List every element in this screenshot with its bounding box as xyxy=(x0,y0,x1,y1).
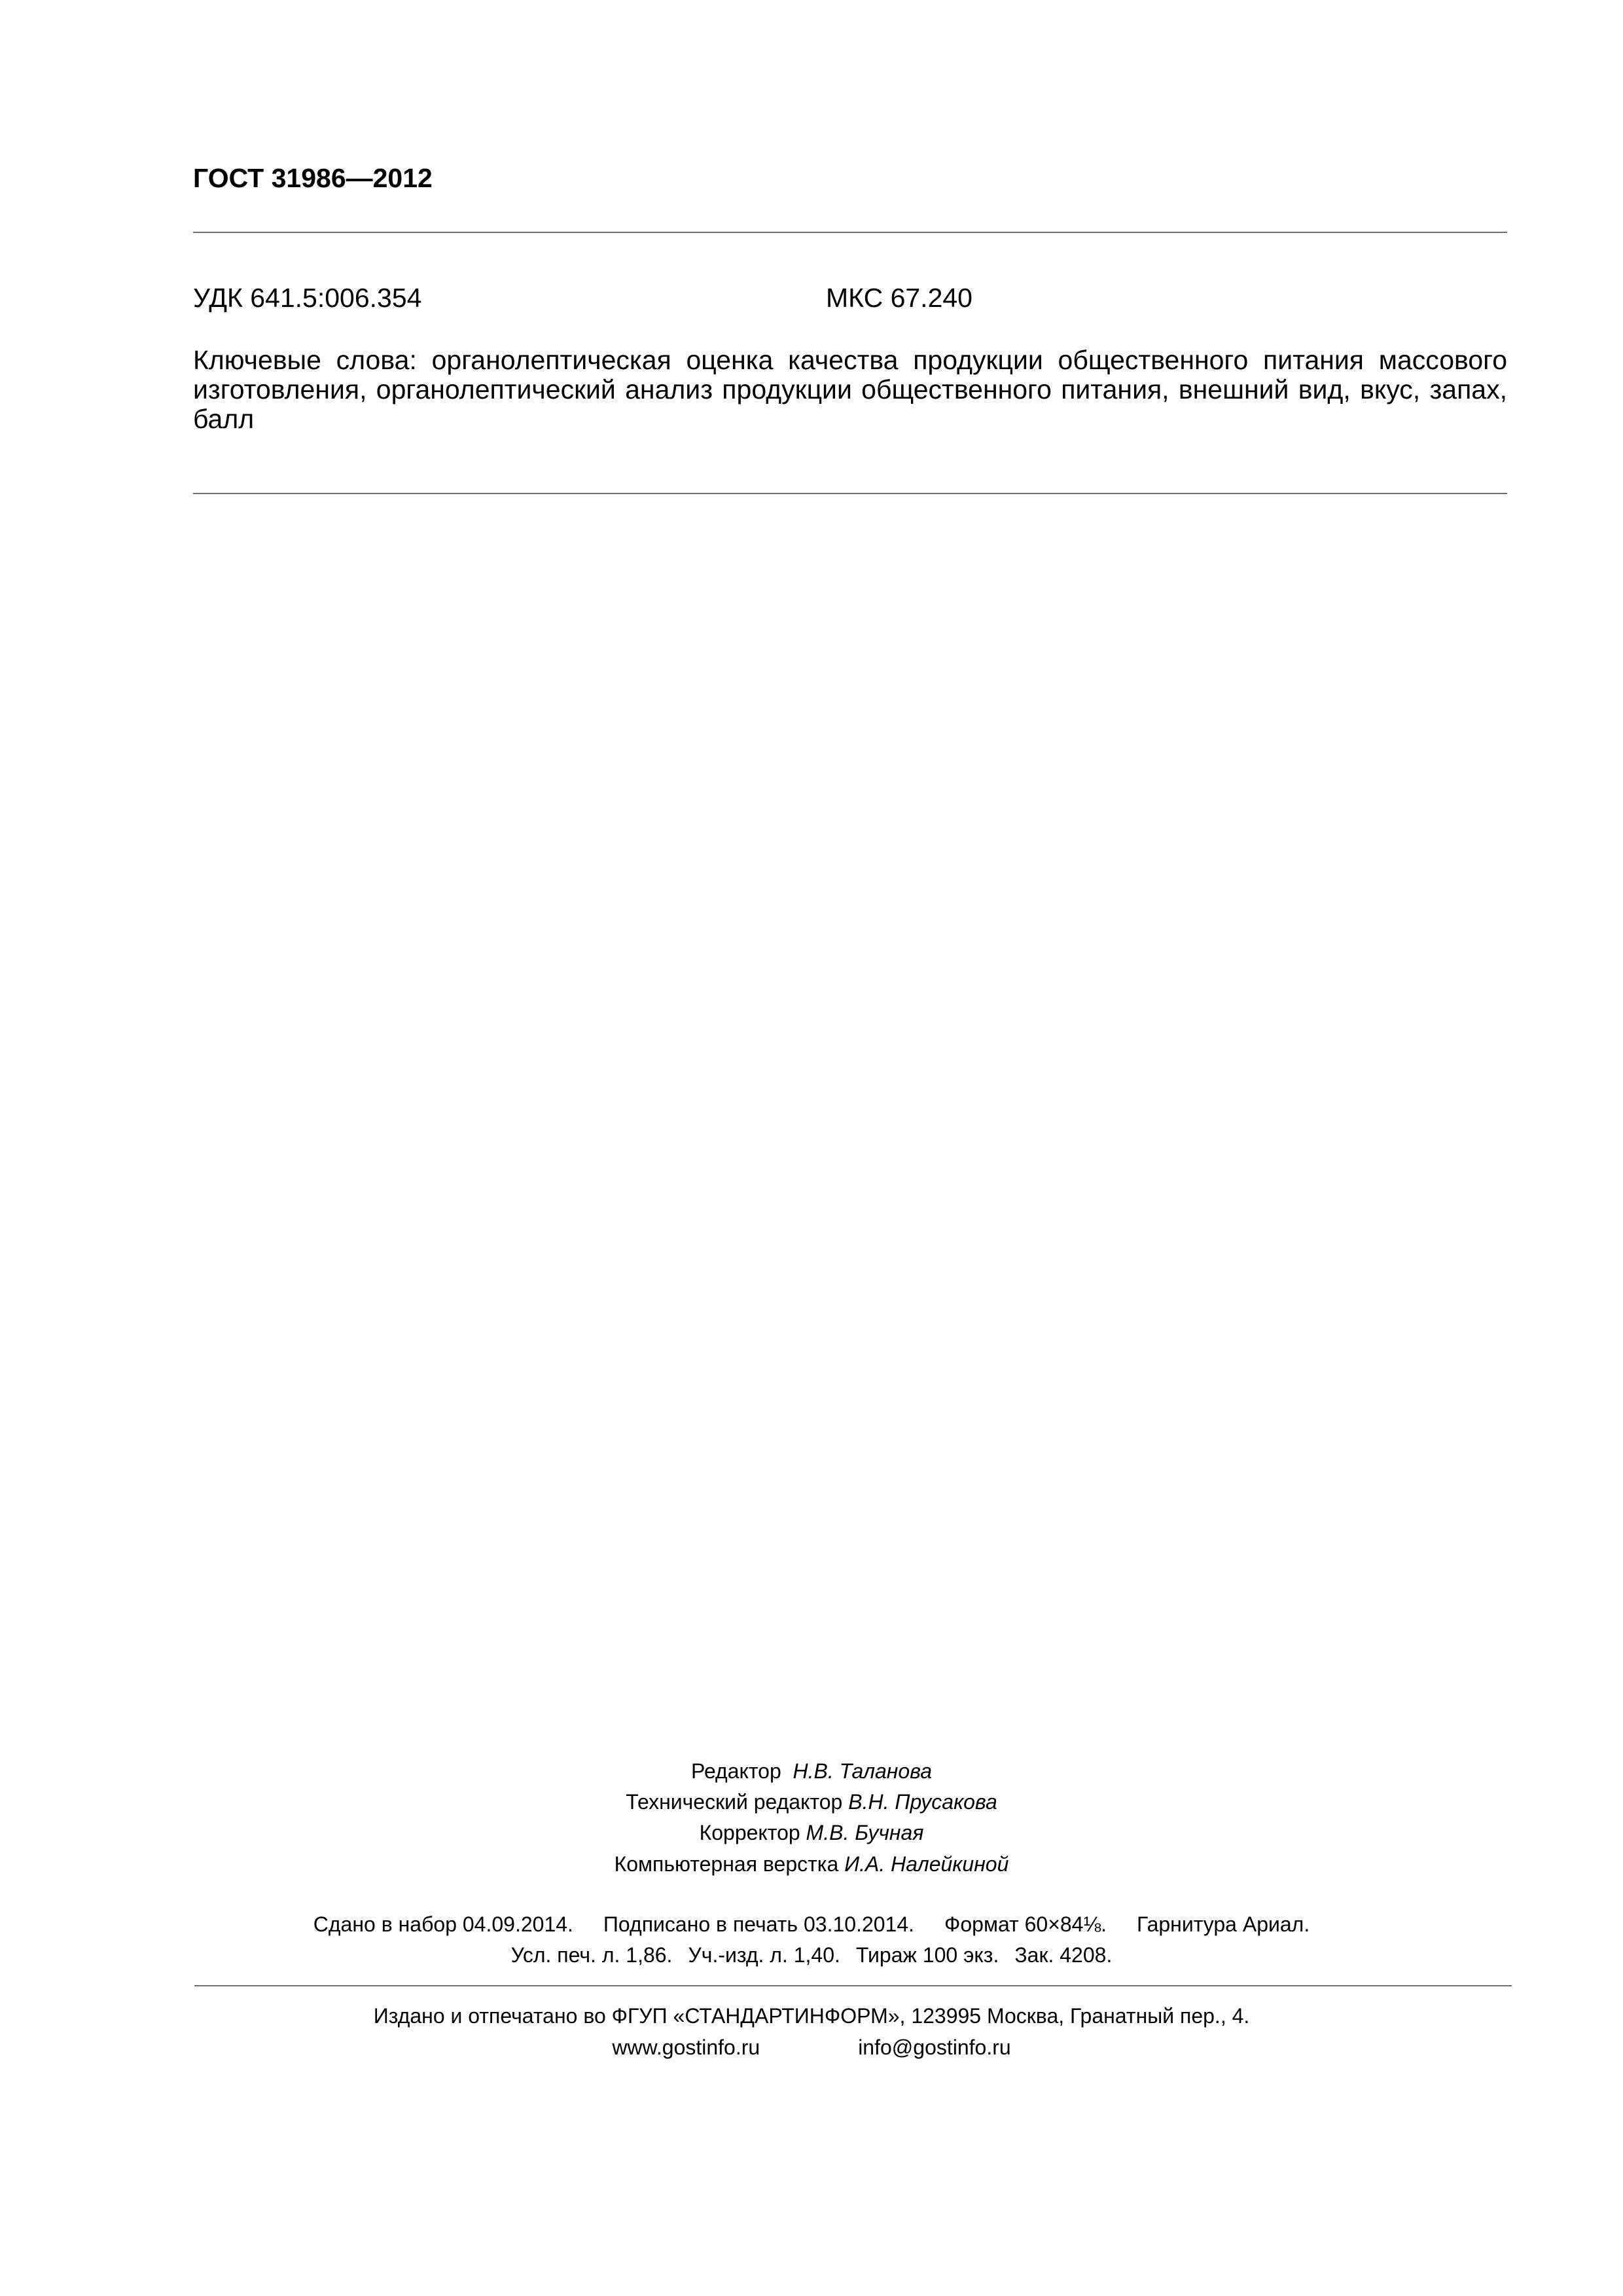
credit-corrector xyxy=(0,1821,1623,1844)
keywords-divider xyxy=(193,493,1507,494)
publisher-contacts xyxy=(0,2036,1623,2059)
printed-sheets: Усл. печ. л. 1,86. xyxy=(510,1943,673,1967)
print-info-line-2 xyxy=(0,1943,1623,1967)
mks-code: МКС 67.240 xyxy=(826,283,972,313)
order-number: Зак. 4208. xyxy=(1014,1943,1113,1967)
signed-date: Подписано в печать 03.10.2014. xyxy=(603,1912,915,1936)
layout-name: И.А. Налейкиной xyxy=(844,1852,1009,1876)
credit-tech-editor xyxy=(0,1790,1623,1814)
circulation: Тираж 100 экз. xyxy=(855,1943,999,1967)
website-link[interactable]: www.gostinfo.ru xyxy=(612,2036,760,2059)
keywords-paragraph: Ключевые слова: органолептическая оценка качества продукции общественного питания массового изготовления, органолептический анализ продукции общественного питания, внешний вид, вкус, запах, балл xyxy=(193,345,1507,434)
publisher-line: Издано и отпечатано во ФГУП «СТАНДАРТИНФОРМ», 123995 Москва, Гранатный пер., 4. xyxy=(373,2004,1250,2028)
typeface: Гарнитура Ариал. xyxy=(1137,1912,1310,1936)
paper-format: Формат 60×84⅛. xyxy=(944,1912,1107,1936)
corrector-role: Корректор xyxy=(699,1821,800,1844)
print-info-line-1 xyxy=(0,1912,1623,1936)
email-link[interactable]: info@gostinfo.ru xyxy=(858,2036,1011,2059)
credit-layout xyxy=(0,1852,1623,1876)
udk-code: УДК 641.5:006.354 xyxy=(193,283,422,313)
tech-editor-role: Технический редактор xyxy=(626,1790,843,1814)
layout-role: Компьютерная верстка xyxy=(614,1852,839,1876)
typeset-date: Сдано в набор 04.09.2014. xyxy=(313,1912,573,1936)
editor-role: Редактор xyxy=(691,1759,781,1783)
imprint-divider xyxy=(194,1985,1512,1986)
top-divider xyxy=(193,232,1507,233)
tech-editor-name: В.Н. Прусакова xyxy=(848,1790,997,1814)
publisher-sheets: Уч.-изд. л. 1,40. xyxy=(688,1943,840,1967)
editor-name: Н.В. Таланова xyxy=(793,1759,932,1783)
corrector-name: М.В. Бучная xyxy=(806,1821,924,1844)
standard-designation: ГОСТ 31986—2012 xyxy=(193,163,433,193)
credit-editor xyxy=(0,1759,1623,1783)
